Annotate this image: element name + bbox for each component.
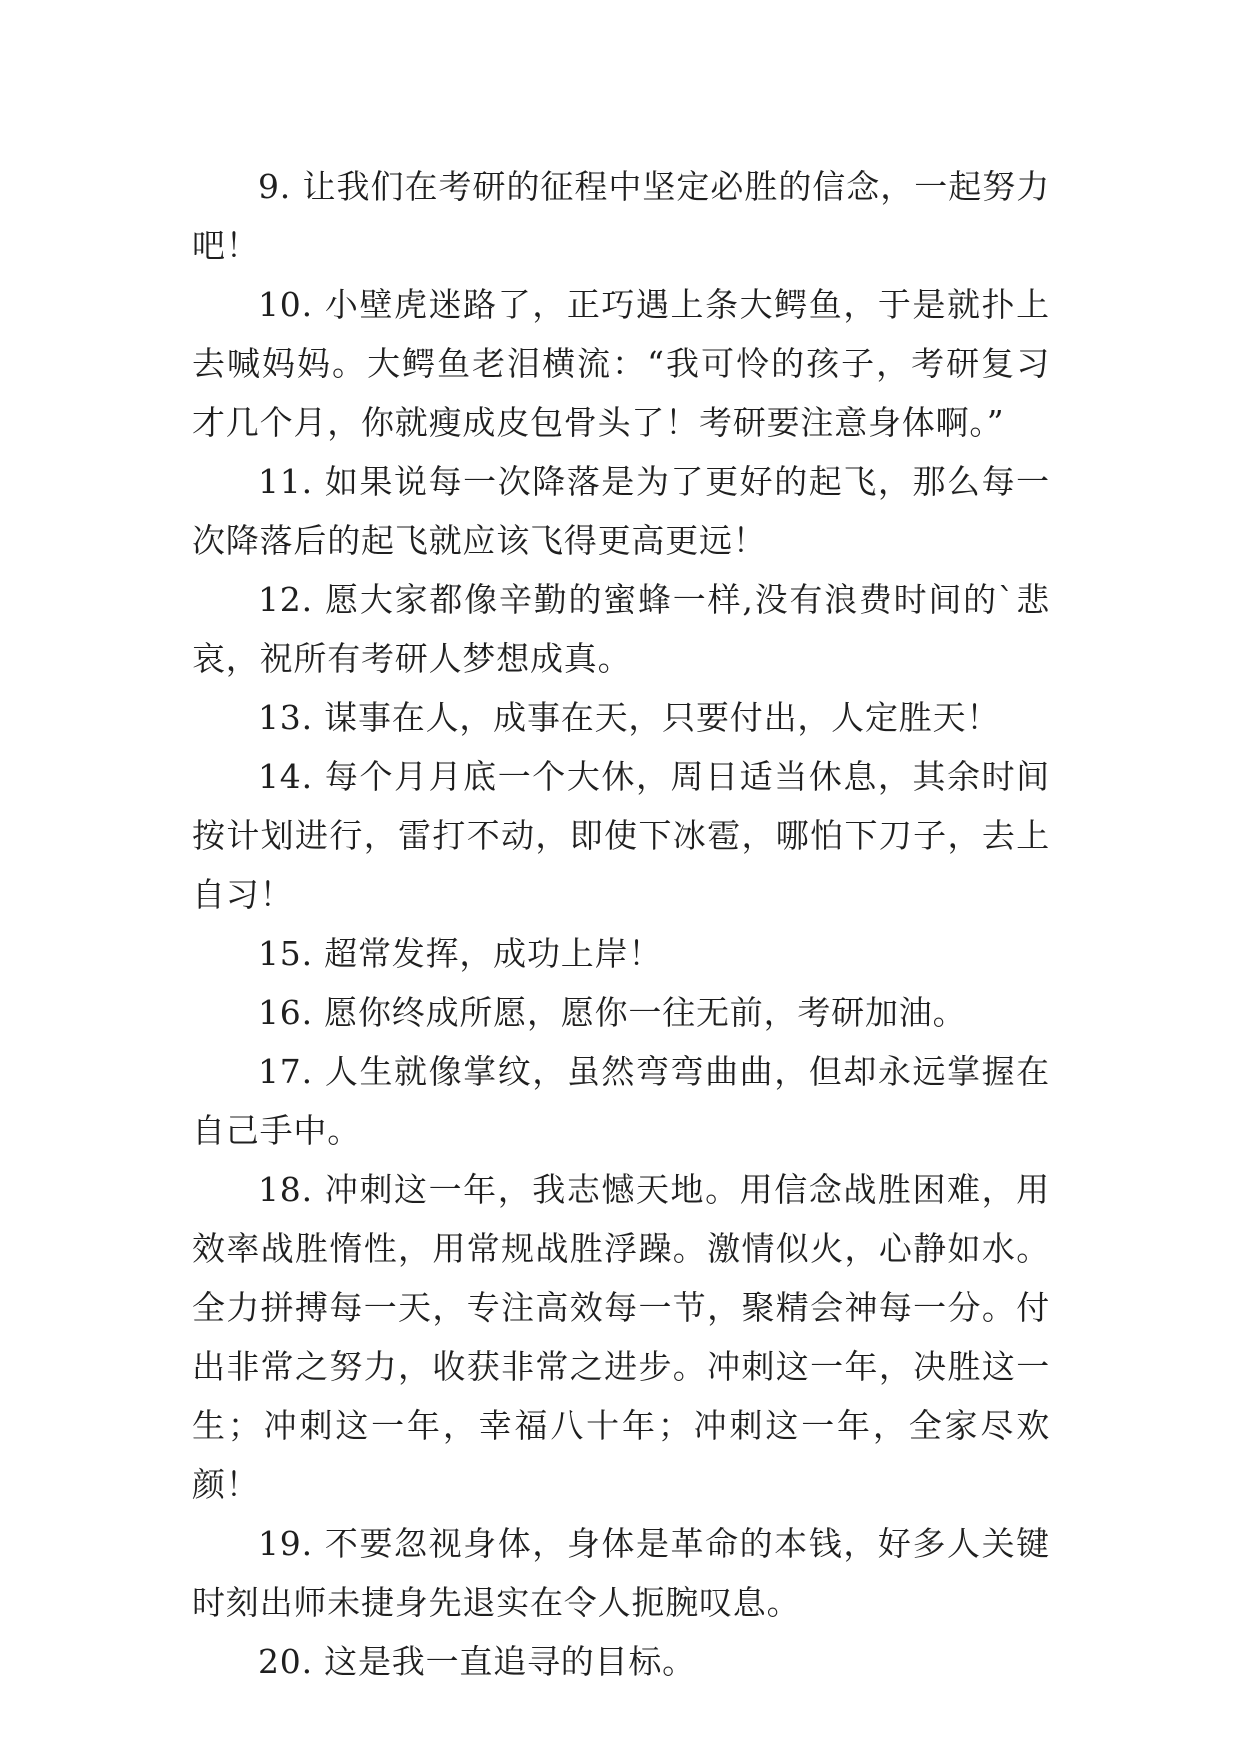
- paragraph-11: 11. 如果说每一次降落是为了更好的起飞，那么每一次降落后的起飞就应该飞得更高更远！: [192, 462, 1050, 560]
- paragraph-17: 17. 人生就像掌纹，虽然弯弯曲曲，但却永远掌握在自己手中。: [192, 1052, 1050, 1150]
- paragraph-18: 18. 冲刺这一年，我志憾天地。用信念战胜困难，用效率战胜惰性，用常规战胜浮躁。激情似火，心静如水。全力拼搏每一天，专注高效每一节，聚精会神每一分。付出非常之努力，收获非常之进步。冲刺这一年，决胜这一生；冲刺这一年，幸福八十年；冲刺这一年，全家尽欢颜！: [192, 1170, 1050, 1504]
- paragraph-15: 15. 超常发挥，成功上岸！: [258, 934, 663, 973]
- paragraph-16: 16. 愿你终成所愿，愿你一往无前，考研加油。: [258, 993, 967, 1032]
- paragraph-9: 9. 让我们在考研的征程中坚定必胜的信念，一起努力吧！: [192, 167, 1050, 265]
- paragraph-14: 14. 每个月月底一个大休，周日适当休息，其余时间按计划进行，雷打不动，即使下冰雹，哪怕下刀子，去上自习！: [192, 757, 1050, 914]
- document-body: [192, 157, 1050, 1691]
- paragraph-20: 20. 这是我一直追寻的目标。: [258, 1642, 696, 1681]
- paragraph-13: 13. 谋事在人，成事在天，只要付出，人定胜天！: [258, 698, 1001, 737]
- paragraph-19: 19. 不要忽视身体，身体是革命的本钱，好多人关键时刻出师未捷身先退实在令人扼腕叹息。: [192, 1524, 1050, 1622]
- paragraph-10: 10. 小壁虎迷路了，正巧遇上条大鳄鱼，于是就扑上去喊妈妈。大鳄鱼老泪横流：“我可怜的孩子，考研复习才几个月，你就瘦成皮包骨头了！考研要注意身体啊。”: [192, 285, 1050, 442]
- paragraph-12: 12. 愿大家都像辛勤的蜜蜂一样,没有浪费时间的`悲哀，祝所有考研人梦想成真。: [192, 580, 1050, 678]
